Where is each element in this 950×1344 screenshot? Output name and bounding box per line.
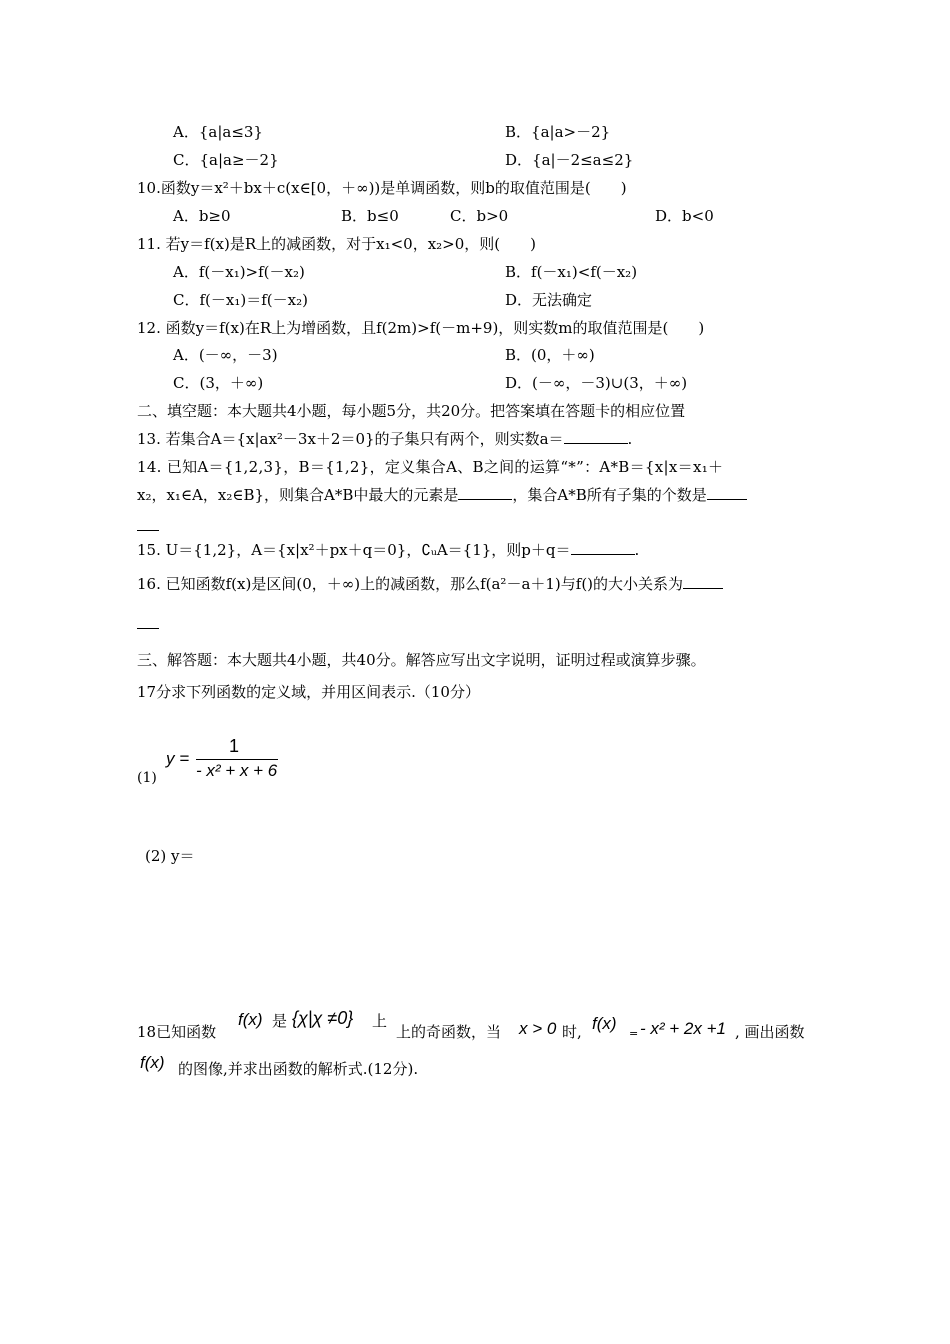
q17-part1-fraction-bar (196, 759, 278, 760)
q11-option-c: C．f(－x₁)＝f(－x₂) (173, 291, 308, 309)
q10-option-b: B．b≤0 (341, 207, 399, 225)
q14-answer-blank-2[interactable] (707, 485, 747, 500)
q11-stem: 11. 若y＝f(x)是R上的减函数，对于x₁<0，x₂>0，则( ) (137, 235, 536, 253)
q17-part1-label: (1) (137, 770, 157, 786)
q14-text-b: ，集合A*B所有子集的个数是 (512, 486, 707, 504)
q13-line (137, 429, 632, 449)
q18-line2-fx: f(x) (140, 1053, 165, 1072)
q16-answer-blank-cont[interactable] (137, 614, 159, 629)
q18-when: 时, (562, 1023, 582, 1041)
q18-prefix: 18已知函数 (137, 1023, 217, 1041)
q10-option-a: A．b≥0 (173, 207, 231, 225)
q14-line2 (137, 485, 747, 505)
q11-option-b: B．f(－x₁)<f(－x₂) (505, 263, 638, 281)
q18-is: 是 (272, 1012, 288, 1030)
q13-end: . (627, 430, 633, 448)
q15-text: 15. U＝{1,2}，A＝{x|x²＋px＋q＝0}，∁ᵤA＝{1}，则p＋q＝ (137, 541, 571, 559)
section-fill-in-heading: 二、填空题：本大题共4小题，每小题5分，共20分。把答案填在答题卡的相应位置 (137, 402, 686, 420)
q9-option-c: C．{a|a≥－2} (173, 151, 279, 169)
q17-part2: (2) y＝ (145, 847, 195, 865)
q17-stem: 17分求下列函数的定义域，并用区间表示.（10分） (137, 683, 480, 701)
q10-stem: 10.函数y＝x²＋bx＋c(x∈[0，＋∞))是单调函数，则b的取值范围是( ) (137, 179, 627, 197)
q14-text-a: x₂，x₁∈A，x₂∈B}，则集合A*B中最大的元素是 (137, 486, 459, 504)
q14-answer-blank-2-cont[interactable] (137, 516, 159, 531)
q16-text: 16. 已知函数f(x)是区间(0，＋∞)上的减函数，那么f(a²－a＋1)与f()的大小关系为 (137, 575, 684, 593)
q9-option-a: A．{a|a≤3} (173, 123, 263, 141)
q17-part1-denominator: - x² + x + 6 (196, 761, 278, 780)
q15-answer-blank[interactable] (571, 540, 635, 555)
q18-eq: = (629, 1027, 639, 1040)
q15-line (137, 540, 639, 560)
q15-end: . (634, 541, 640, 559)
q18-fx: f(x) (238, 1010, 263, 1029)
q18-line2: 的图像,并求出函数的解析式.(12分). (178, 1060, 419, 1078)
q12-option-b: B．(0，＋∞) (505, 346, 595, 364)
q13-text: 13. 若集合A＝{x|ax²－3x＋2＝0}的子集只有两个，则实数a＝ (137, 430, 564, 448)
q11-option-a: A．f(－x₁)>f(－x₂) (173, 263, 305, 281)
q18-condition: x > 0 (519, 1019, 557, 1038)
q9-option-b: B．{a|a>－2} (505, 123, 611, 141)
q11-option-d: D．无法确定 (505, 291, 593, 309)
q18-domain-set: {χ|χ ≠0} (292, 1008, 354, 1028)
q16-answer-blank[interactable] (683, 574, 723, 589)
q14-line1: 14. 已知A＝{1,2,3}，B＝{1,2}，定义集合A、B之间的运算“*”：A*B＝{x|x＝x₁＋ (137, 458, 724, 476)
q14-answer-blank-1[interactable] (458, 485, 512, 500)
q9-option-d: D．{a|－2≤a≤2} (505, 151, 634, 169)
q12-option-c: C．(3，＋∞) (173, 374, 264, 392)
q16-line (137, 574, 723, 594)
q10-option-d: D．b<0 (655, 207, 714, 225)
q13-answer-blank[interactable] (564, 429, 628, 444)
q18-mid: 上的奇函数，当 (396, 1023, 502, 1041)
q12-stem: 12. 函数y＝f(x)在R上为增函数，且f(2m)>f(－m+9)，则实数m的取值范围是( ) (137, 319, 705, 337)
section-solutions-heading: 三、解答题：本大题共4小题，共40分。解答应写出文字说明，证明过程或演算步骤。 (137, 651, 706, 669)
q17-part1-lhs: y = (166, 749, 190, 768)
q17-part1-numerator: 1 (229, 736, 240, 756)
q12-option-a: A．(－∞，－3) (173, 346, 278, 364)
q10-option-c: C．b>0 (450, 207, 509, 225)
q18-fx2: f(x) (592, 1014, 617, 1033)
q12-option-d: D．(－∞，－3)∪(3，＋∞) (505, 374, 688, 392)
q18-tail: , 画出函数 (735, 1023, 805, 1041)
q18-expression: - x² + 2x +1 (640, 1019, 726, 1038)
q18-above: 上 (372, 1012, 388, 1030)
